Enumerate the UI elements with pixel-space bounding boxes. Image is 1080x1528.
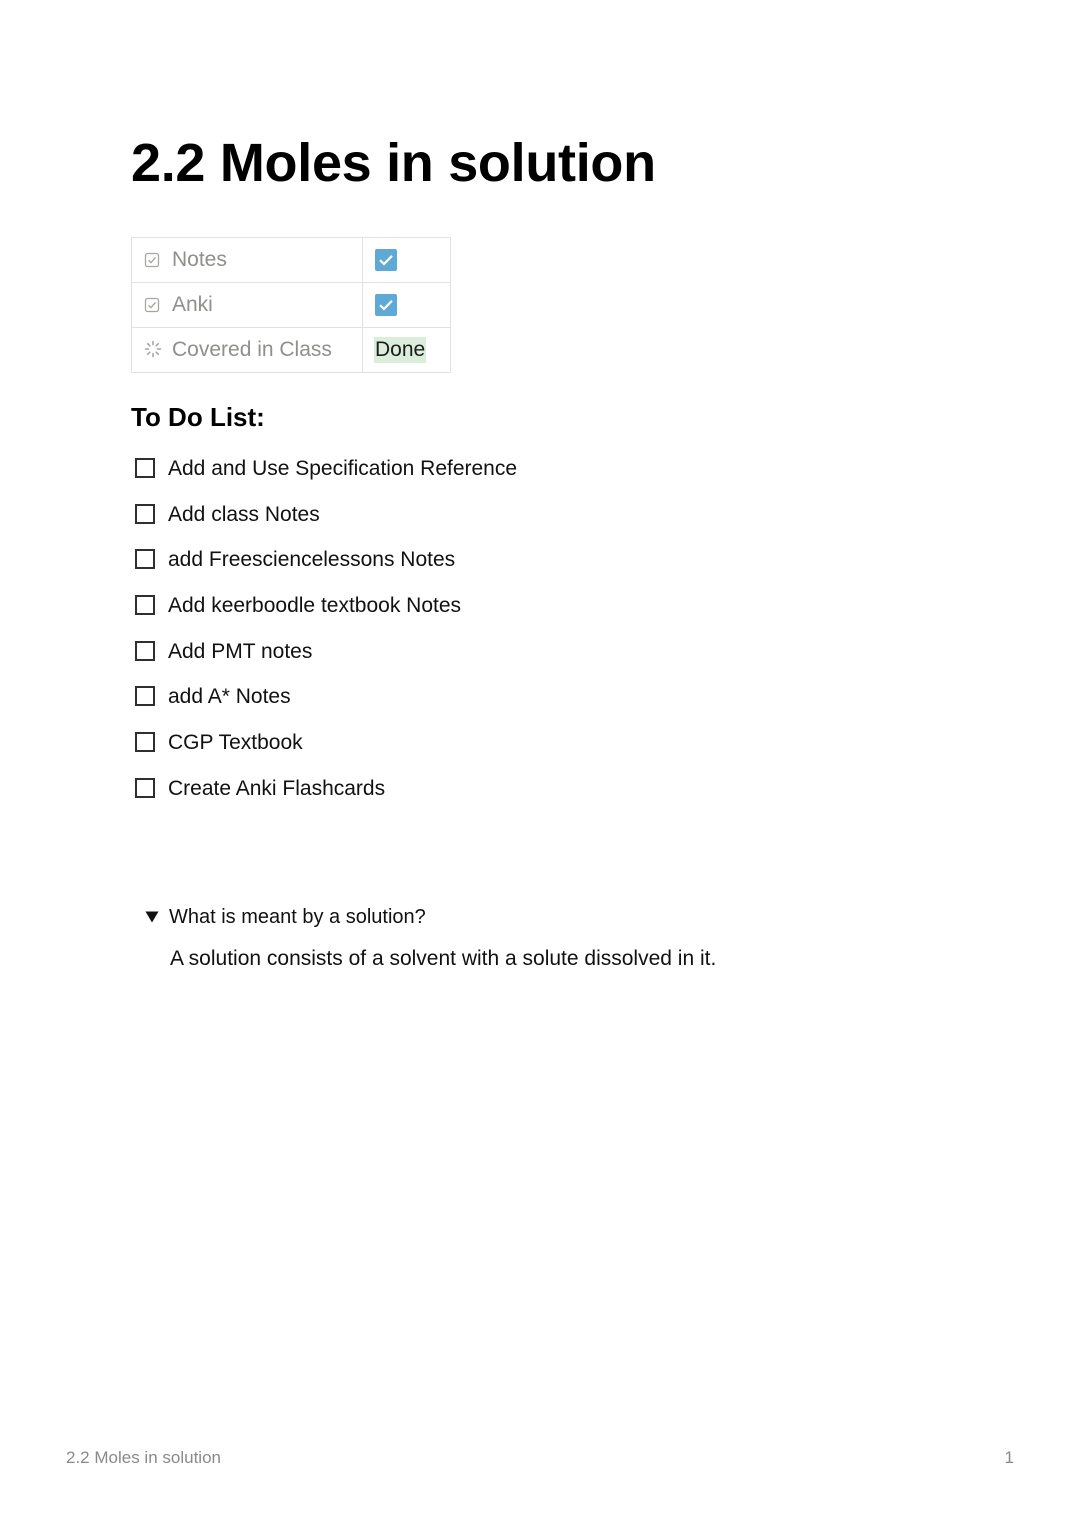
todo-checkbox[interactable]: [135, 778, 155, 798]
todo-label[interactable]: CGP Textbook: [168, 730, 303, 754]
toggle-header[interactable]: [145, 901, 716, 933]
property-name: Notes: [172, 248, 227, 271]
property-name-cell[interactable]: [132, 328, 363, 373]
footer-title: 2.2 Moles in solution: [66, 1448, 221, 1467]
todo-item: [135, 628, 517, 674]
property-row-notes: [132, 238, 451, 283]
todo-item: [135, 536, 517, 582]
toggle-block: [145, 901, 716, 973]
todo-checkbox[interactable]: [135, 549, 155, 569]
property-name: Covered in Class: [172, 338, 332, 361]
properties-table: [131, 237, 451, 373]
todo-item: [135, 582, 517, 628]
todo-item: [135, 445, 517, 491]
checkbox-property-icon: [144, 295, 160, 311]
todo-label[interactable]: add Freesciencelessons Notes: [168, 548, 456, 572]
triangle-down-icon[interactable]: [145, 910, 159, 924]
status-badge[interactable]: Done: [375, 338, 426, 361]
todo-list: [135, 445, 517, 811]
todo-item: [135, 765, 517, 811]
todo-checkbox[interactable]: [135, 732, 155, 752]
property-row-covered-in-class: [132, 328, 451, 373]
todo-label[interactable]: Add keerboodle textbook Notes: [168, 593, 462, 617]
todo-label[interactable]: add A* Notes: [168, 685, 291, 709]
property-value-cell[interactable]: [363, 328, 451, 373]
checkmark-icon: [378, 253, 394, 267]
todo-item: [135, 673, 517, 719]
status-property-icon: [144, 340, 160, 356]
todo-checkbox[interactable]: [135, 504, 155, 524]
todo-heading: To Do List:: [131, 402, 265, 432]
property-name-cell[interactable]: [132, 238, 363, 283]
todo-checkbox[interactable]: [135, 458, 155, 478]
todo-checkbox[interactable]: [135, 641, 155, 661]
todo-label[interactable]: Create Anki Flashcards: [168, 776, 386, 800]
toggle-answer: A solution consists of a solvent with a solute dissolved in it.: [170, 947, 717, 970]
todo-item: [135, 491, 517, 537]
notes-checkbox[interactable]: [375, 249, 397, 271]
todo-item: [135, 719, 517, 765]
property-name-cell[interactable]: [132, 283, 363, 328]
todo-checkbox[interactable]: [135, 595, 155, 615]
page-number: 1: [1004, 1448, 1014, 1467]
todo-label[interactable]: Add class Notes: [168, 502, 320, 526]
property-value-cell[interactable]: [363, 283, 451, 328]
toggle-question: What is meant by a solution?: [169, 905, 426, 928]
checkmark-icon: [378, 298, 394, 312]
property-value-cell[interactable]: [363, 238, 451, 283]
property-row-anki: [132, 283, 451, 328]
property-name: Anki: [172, 293, 213, 316]
todo-label[interactable]: Add PMT notes: [168, 639, 313, 663]
todo-checkbox[interactable]: [135, 686, 155, 706]
page-title: 2.2 Moles in solution: [131, 133, 656, 193]
checkbox-property-icon: [144, 250, 160, 266]
todo-label[interactable]: Add and Use Specification Reference: [168, 456, 518, 480]
anki-checkbox[interactable]: [375, 294, 397, 316]
